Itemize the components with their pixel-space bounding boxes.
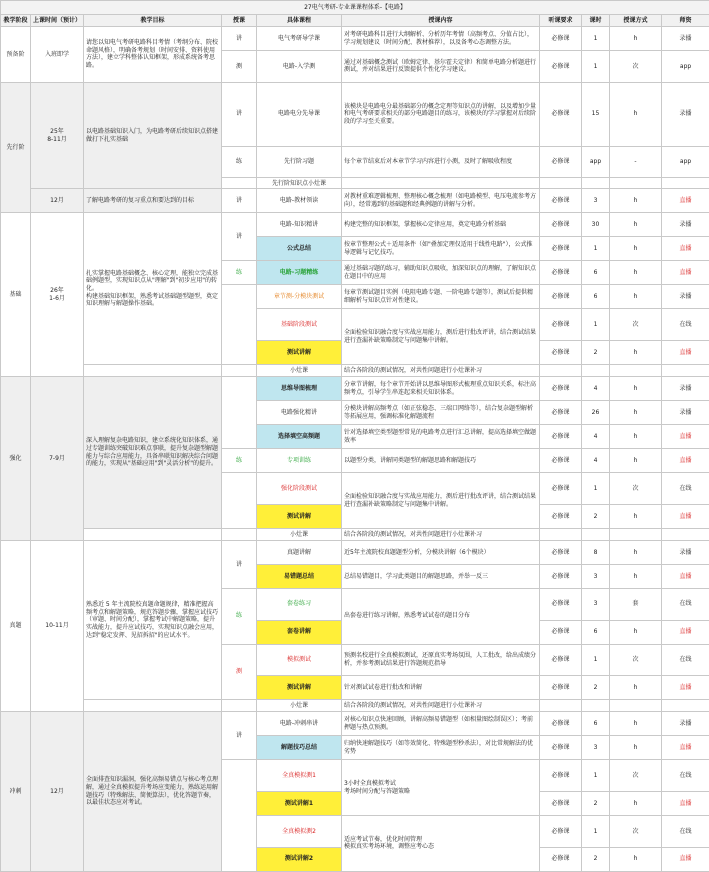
method-cell: 直播 xyxy=(662,189,709,213)
unit-cell: h xyxy=(610,676,662,700)
mode-cell: 练 xyxy=(222,146,257,178)
requirement-cell: 必修课 xyxy=(540,644,582,676)
course-cell: 思维导图梳理 xyxy=(257,377,342,401)
unit-cell: 次 xyxy=(610,473,662,505)
hours-cell xyxy=(582,178,610,189)
method-cell: 在线 xyxy=(662,473,709,505)
content-cell: 按章节整理公式＋适用条件（如"叠加定理仅适用于线性电路"），公式推导逻辑与记忆技巧。 xyxy=(342,237,540,261)
content-cell: 构建完整的知识框架，掌握核心定律应用，奠定电路分析基础 xyxy=(342,213,540,237)
unit-cell: h xyxy=(610,27,662,51)
mode-cell: 讲 xyxy=(222,213,257,261)
mode-cell: 讲 xyxy=(222,540,257,588)
course-cell: 选择填空高频题 xyxy=(257,425,342,449)
content-cell: 对核心知识点快速回顾，讲解高频易错题型（如相量图绘制误区）；考前押题与热点预测。 xyxy=(342,712,540,736)
method-cell: 直播 xyxy=(662,341,709,365)
content-cell: 针对测试试卷进行批改和讲解 xyxy=(342,676,540,700)
unit-cell: h xyxy=(610,285,662,309)
time-cell: 12月 xyxy=(31,712,84,871)
content-cell: 分章节讲解，每个章节开始讲以思维导图形式梳理重点知识关系，标注高频考点，引导学生串连起来相关知识体系。 xyxy=(342,377,540,401)
content-cell: 近5年主流院校真题题型分析，分模块讲解（6个模块） xyxy=(342,540,540,564)
requirement-cell: 必修课 xyxy=(540,760,582,792)
content-cell: 每章节测试题目实例（电阻电路专题、一阶电路专题等），测试后提供精细解析与知识点针对性建议。 xyxy=(342,285,540,309)
column-header: 上课时间（预计） xyxy=(31,15,84,27)
mode-cell xyxy=(222,473,257,529)
empty-cell xyxy=(610,365,662,377)
unit-cell: 次 xyxy=(610,644,662,676)
table-row xyxy=(1,377,709,401)
hours-cell: 1 xyxy=(582,237,610,261)
requirement-cell: 必修课 xyxy=(540,341,582,365)
content-cell: 该模块是电路电分最基础部分的概念定理等知识点的讲解，以及增加少量和电气考研要求相关的部分电路题目的练习，该模块的学习掌握对后续阶段的学习至关重要。 xyxy=(342,82,540,146)
hours-cell: 4 xyxy=(582,425,610,449)
mode-cell: 讲 xyxy=(222,82,257,146)
page-title: 27电气考研-专业课课程体系-【电路】 xyxy=(1,1,709,15)
table-row xyxy=(1,27,709,51)
content-cell: 结合各阶段的测试情况，对共性问题进行小灶课补习 xyxy=(342,365,540,377)
course-cell: 电气考研导学课 xyxy=(257,27,342,51)
requirement-cell: 必修课 xyxy=(540,82,582,146)
hours-cell: 4 xyxy=(582,449,610,473)
method-cell: 录播 xyxy=(662,377,709,401)
course-cell: 电路电分先导课 xyxy=(257,82,342,146)
requirement-cell: 必修课 xyxy=(540,736,582,760)
time-cell: 7-9月 xyxy=(31,377,84,541)
empty-cell xyxy=(662,528,709,540)
method-cell: 直播 xyxy=(662,847,709,871)
method-cell: 直播 xyxy=(662,620,709,644)
empty-cell xyxy=(582,700,610,712)
hours-cell: 2 xyxy=(582,676,610,700)
requirement-cell: 必修课 xyxy=(540,473,582,505)
course-cell: 真题讲解 xyxy=(257,540,342,564)
requirement-cell: 必修课 xyxy=(540,27,582,51)
method-cell: 录播 xyxy=(662,285,709,309)
column-header: 授课方式 xyxy=(610,15,662,27)
goal-cell: 扎实掌握电路基础概念、核心定理，能独立完成基础例题型，实现知识点从"理解"到"初步应用"的转化。 构建基础知识框架，熟悉考试基础题型题型，奠定知识理解与解题操作基础。 xyxy=(84,213,222,365)
mode-cell: 练 xyxy=(222,261,257,285)
empty-cell xyxy=(662,700,709,712)
course-cell: 测试讲解 xyxy=(257,676,342,700)
requirement-cell xyxy=(540,178,582,189)
method-cell: 录播 xyxy=(662,27,709,51)
hours-cell: 8 xyxy=(582,540,610,564)
course-cell: 电路-知识精讲 xyxy=(257,213,342,237)
course-cell: 先行阶知识点小灶课 xyxy=(257,178,342,189)
hours-cell: 1 xyxy=(582,473,610,505)
stage-cell: 预备阶 xyxy=(1,27,31,83)
unit-cell: h xyxy=(610,401,662,425)
method-cell: 在线 xyxy=(662,760,709,792)
content-cell: 针对选择填空类型题型常见的电路考点进行汇总讲解，提高选择填空做题效率 xyxy=(342,425,540,449)
requirement-cell: 必修课 xyxy=(540,620,582,644)
goal-cell: 请您以知电气考研电路科目考情（考纲分布、院校命题风格），明确备考规划（时间安排、资料使用方法），建立学科整体认知框架，形成系统备考思路。 xyxy=(84,27,222,83)
method-cell: 录播 xyxy=(662,82,709,146)
requirement-cell: 必修课 xyxy=(540,816,582,848)
requirement-cell: 必修课 xyxy=(540,847,582,871)
unit-cell: 次 xyxy=(610,816,662,848)
method-cell: 录播 xyxy=(662,401,709,425)
content-cell: 通过基础习题的练习，辅助知识点吸收，加深知识点的理解，了解知识点在题目中的应用 xyxy=(342,261,540,285)
unit-cell: h xyxy=(610,712,662,736)
requirement-cell: 必修课 xyxy=(540,792,582,816)
course-cell: 解题技巧总结 xyxy=(257,736,342,760)
unit-cell: h xyxy=(610,736,662,760)
content-cell: 以题型分类，讲解同类题型的解题思路和解题技巧 xyxy=(342,449,540,473)
course-cell: 强化阶段测试 xyxy=(257,473,342,505)
requirement-cell: 必修课 xyxy=(540,540,582,564)
empty-cell xyxy=(662,365,709,377)
unit-cell: h xyxy=(610,620,662,644)
table-row xyxy=(1,528,709,540)
method-cell: 在线 xyxy=(662,816,709,848)
column-header: 听课要求 xyxy=(540,15,582,27)
hours-cell: 30 xyxy=(582,213,610,237)
method-cell: 直播 xyxy=(662,564,709,588)
hours-cell: 1 xyxy=(582,816,610,848)
requirement-cell: 必修课 xyxy=(540,504,582,528)
mode-cell xyxy=(222,377,257,449)
table-row xyxy=(1,700,709,712)
method-cell: 录播 xyxy=(662,213,709,237)
stage-cell: 基础 xyxy=(1,213,31,377)
requirement-cell: 必修课 xyxy=(540,588,582,620)
method-cell: app xyxy=(662,51,709,83)
requirement-cell: 必修课 xyxy=(540,377,582,401)
table-row xyxy=(1,82,709,146)
column-header: 课时 xyxy=(582,15,610,27)
mode-cell: 测 xyxy=(222,51,257,83)
mode-cell: 讲 xyxy=(222,27,257,51)
hours-cell: 6 xyxy=(582,712,610,736)
time-cell: 入班即学 xyxy=(31,27,84,83)
empty-cell xyxy=(540,365,582,377)
column-header: 授课 xyxy=(222,15,257,27)
table-row xyxy=(1,365,709,377)
course-cell: 专项训练 xyxy=(257,449,342,473)
stage-cell: 真题 xyxy=(1,540,31,711)
course-cell: 先行阶习题 xyxy=(257,146,342,178)
unit-cell: h xyxy=(610,504,662,528)
empty-cell xyxy=(610,700,662,712)
method-cell: app xyxy=(662,146,709,178)
stage-cell: 冲刺 xyxy=(1,712,31,871)
method-cell: 录播 xyxy=(662,712,709,736)
content-cell: 对考研电路科目进行大纲解析、分析历年考情（高频考点、分值占比），学习规划建议（时间分配、教材推荐），以及备考心态调整方法。 xyxy=(342,27,540,51)
hours-cell: 2 xyxy=(582,341,610,365)
goal-cell: 全面排查知识漏洞，强化高频易错点与核心考点理解，通过全真模拟提升考场应变能力，熟练运用解题技巧（特殊解法、简便算法），优化答题节奏，以最佳状态应对考试。 xyxy=(84,712,222,871)
table-row xyxy=(1,189,709,213)
method-cell: 在线 xyxy=(662,644,709,676)
unit-cell: 次 xyxy=(610,760,662,792)
course-cell: 全真模拟测1 xyxy=(257,760,342,792)
course-cell: 电路-习题精练 xyxy=(257,261,342,285)
mode-cell xyxy=(222,285,257,365)
time-cell: 25年 8-11月 xyxy=(31,82,84,189)
goal-cell: 了解电路考研的复习重点和要达到的目标 xyxy=(84,189,222,213)
empty-cell xyxy=(582,365,610,377)
method-cell: 直播 xyxy=(662,237,709,261)
hours-cell: 15 xyxy=(582,82,610,146)
content-cell: 出套卷进行练习讲解，熟悉考试试卷的题目分布 xyxy=(342,588,540,644)
course-cell: 测试讲解2 xyxy=(257,847,342,871)
hours-cell: 1 xyxy=(582,51,610,83)
unit-cell: h xyxy=(610,847,662,871)
course-cell: 测试讲解 xyxy=(257,341,342,365)
requirement-cell: 必修课 xyxy=(540,146,582,178)
table-row xyxy=(1,712,709,736)
unit-cell: h xyxy=(610,237,662,261)
requirement-cell: 必修课 xyxy=(540,676,582,700)
requirement-cell: 必修课 xyxy=(540,401,582,425)
method-cell: 直播 xyxy=(662,449,709,473)
mode-cell xyxy=(222,700,257,712)
hours-cell: 3 xyxy=(582,736,610,760)
column-header: 具体课程 xyxy=(257,15,342,27)
course-cell: 测试讲解1 xyxy=(257,792,342,816)
method-cell: 直播 xyxy=(662,504,709,528)
course-cell: 电路-入学测 xyxy=(257,51,342,83)
hours-cell: 1 xyxy=(582,760,610,792)
content-cell: 总结易错题目，学习此类题目的解题思路，并举一反三 xyxy=(342,564,540,588)
method-cell: 在线 xyxy=(662,588,709,620)
column-header: 教学阶段 xyxy=(1,15,31,27)
requirement-cell: 必修课 xyxy=(540,712,582,736)
requirement-cell: 必修课 xyxy=(540,425,582,449)
course-cell: 公式总结 xyxy=(257,237,342,261)
requirement-cell: 必修课 xyxy=(540,564,582,588)
unit-cell: h xyxy=(610,425,662,449)
course-cell: 电路-冲刺串讲 xyxy=(257,712,342,736)
content-cell: 结合各阶段的测试情况，对共性问题进行小灶课补习 xyxy=(342,528,540,540)
content-cell: 分模块讲解高频考点（如正弦稳态、三端口网络等），结合复杂题型解析等拓展应用，强调标准化解题流程 xyxy=(342,401,540,425)
empty-cell xyxy=(610,528,662,540)
course-cell: 易错题总结 xyxy=(257,564,342,588)
mode-cell xyxy=(222,365,257,377)
column-header: 教学目标 xyxy=(84,15,222,27)
goal-cell: 以电路基础知识入门，为电路考研后续知识点搭建做打下扎实基础 xyxy=(84,82,222,189)
unit-cell: h xyxy=(610,341,662,365)
hours-cell: app xyxy=(582,146,610,178)
requirement-cell: 必修课 xyxy=(540,237,582,261)
method-cell: 在线 xyxy=(662,309,709,341)
unit-cell: 次 xyxy=(610,309,662,341)
empty-cell xyxy=(540,528,582,540)
hours-cell: 6 xyxy=(582,620,610,644)
course-cell: 小灶课 xyxy=(257,365,342,377)
unit-cell: h xyxy=(610,82,662,146)
content-cell: 预测名校进行全真模拟测试，还原真实考场氛围，人工批改，给出成绩分析，并参考测试结果进行答题规范指导 xyxy=(342,644,540,676)
goal-cell xyxy=(84,700,222,712)
course-cell: 小灶课 xyxy=(257,528,342,540)
requirement-cell: 必修课 xyxy=(540,449,582,473)
method-cell xyxy=(662,178,709,189)
hours-cell: 1 xyxy=(582,27,610,51)
goal-cell: 熟悉近 5 年主流院校真题命题规律，精准把握高频考点和解题策略，规范答题步骤，掌握应试技巧（审题、时间分配），掌握考试中解题策略，提升实战能力，提升应试技巧，实现知识点融会应用，达到"稳定发挥、见招拆招"的应试水平。 xyxy=(84,540,222,699)
empty-cell xyxy=(540,700,582,712)
time-cell: 26年 1-6月 xyxy=(31,213,84,377)
method-cell: 直播 xyxy=(662,736,709,760)
requirement-cell: 必修课 xyxy=(540,285,582,309)
time-cell: 12月 xyxy=(31,189,84,213)
course-cell: 基础阶段测试 xyxy=(257,309,342,341)
column-header: 授课内容 xyxy=(342,15,540,27)
course-cell: 测试讲解 xyxy=(257,504,342,528)
content-cell: 结合各阶段的测试情况，对共性问题进行小灶课补习 xyxy=(342,700,540,712)
unit-cell: h xyxy=(610,189,662,213)
goal-cell: 深入理解复杂电路知识，建立系统化知识体系，通过专题训练突破知识难点事联，提升复杂题型解题能力与综合应用能力，具备串联知识解决综合问题的能力，实现从"基础应用"到"灵活分析"的提升。 xyxy=(84,377,222,529)
requirement-cell: 必修课 xyxy=(540,213,582,237)
mode-cell xyxy=(222,178,257,189)
course-cell: 电路强化精讲 xyxy=(257,401,342,425)
method-cell: 直播 xyxy=(662,792,709,816)
method-cell: 直播 xyxy=(662,676,709,700)
unit-cell xyxy=(610,178,662,189)
hours-cell: 1 xyxy=(582,309,610,341)
requirement-cell: 必修课 xyxy=(540,261,582,285)
hours-cell: 2 xyxy=(582,792,610,816)
hours-cell: 2 xyxy=(582,504,610,528)
course-cell: 小灶课 xyxy=(257,700,342,712)
mode-cell xyxy=(222,528,257,540)
unit-cell: h xyxy=(610,540,662,564)
course-cell: 模拟测试 xyxy=(257,644,342,676)
course-cell: 电路-教材领读 xyxy=(257,189,342,213)
column-header: 师资 xyxy=(662,15,709,27)
content-cell: 每个章节结束后对本章节学习内容进行小测，及时了解吸收程度 xyxy=(342,146,540,178)
content-cell: 归纳快速解题技巧（如等效简化、特殊题型秒杀法），对比常规解法的优劣势 xyxy=(342,736,540,760)
unit-cell: - xyxy=(610,146,662,178)
course-cell: 全真模拟测2 xyxy=(257,816,342,848)
hours-cell: 26 xyxy=(582,401,610,425)
course-cell: 套卷讲解 xyxy=(257,620,342,644)
mode-cell: 讲 xyxy=(222,712,257,760)
table-row xyxy=(1,213,709,237)
unit-cell: h xyxy=(610,377,662,401)
course-cell: 章节测-分模块测试 xyxy=(257,285,342,309)
goal-cell xyxy=(84,528,222,540)
unit-cell: 次 xyxy=(610,51,662,83)
content-cell: 适应考试节奏，优化时间管理 模拟真实考场环境，调整应考心态 xyxy=(342,816,540,872)
hours-cell: 3 xyxy=(582,189,610,213)
method-cell: 直播 xyxy=(662,261,709,285)
requirement-cell: 必修课 xyxy=(540,51,582,83)
hours-cell: 1 xyxy=(582,644,610,676)
method-cell: 录播 xyxy=(662,540,709,564)
requirement-cell: 必修课 xyxy=(540,189,582,213)
hours-cell: 4 xyxy=(582,377,610,401)
unit-cell: h xyxy=(610,564,662,588)
hours-cell: 2 xyxy=(582,847,610,871)
table-row xyxy=(1,540,709,564)
unit-cell: h xyxy=(610,792,662,816)
mode-cell: 练 xyxy=(222,588,257,644)
mode-cell: 测 xyxy=(222,644,257,700)
content-cell: 通过对基础概念测试（欧姆定律、基尔霍夫定律）和简单电路分析题进行测试，并对结果进行反馈提供个性化学习建议。 xyxy=(342,51,540,83)
content-cell: 3小时全真模拟考试 考场时间分配与答题策略 xyxy=(342,760,540,816)
requirement-cell: 必修课 xyxy=(540,309,582,341)
method-cell: 直播 xyxy=(662,425,709,449)
content-cell: 全面检验知识融合度与实战应用能力，测后进行批改评讲，结合测试结果进行查漏补缺策略制定与问题集中讲解。 xyxy=(342,473,540,529)
course-cell: 套卷练习 xyxy=(257,588,342,620)
mode-cell: 讲 xyxy=(222,189,257,213)
stage-cell: 先行阶 xyxy=(1,82,31,213)
empty-cell xyxy=(582,528,610,540)
mode-cell xyxy=(222,760,257,871)
hours-cell: 6 xyxy=(582,285,610,309)
unit-cell: h xyxy=(610,261,662,285)
unit-cell: h xyxy=(610,213,662,237)
hours-cell: 3 xyxy=(582,588,610,620)
hours-cell: 3 xyxy=(582,564,610,588)
unit-cell: 套 xyxy=(610,588,662,620)
unit-cell: h xyxy=(610,449,662,473)
stage-cell: 强化 xyxy=(1,377,31,541)
content-cell xyxy=(342,178,540,189)
content-cell: 对教材重难逻辑梳理、整理核心概念梳理（如电路模型、电压电流参考方向），经常遇到的基础题和经典例题的讲解与分析。 xyxy=(342,189,540,213)
hours-cell: 6 xyxy=(582,261,610,285)
time-cell: 10-11月 xyxy=(31,540,84,711)
mode-cell: 练 xyxy=(222,449,257,473)
goal-cell xyxy=(84,365,222,377)
content-cell: 全面检验知识融合度与实战应用能力，测后进行批改评讲，结合测试结果进行查漏补缺策略制定与问题集中讲解。 xyxy=(342,309,540,365)
